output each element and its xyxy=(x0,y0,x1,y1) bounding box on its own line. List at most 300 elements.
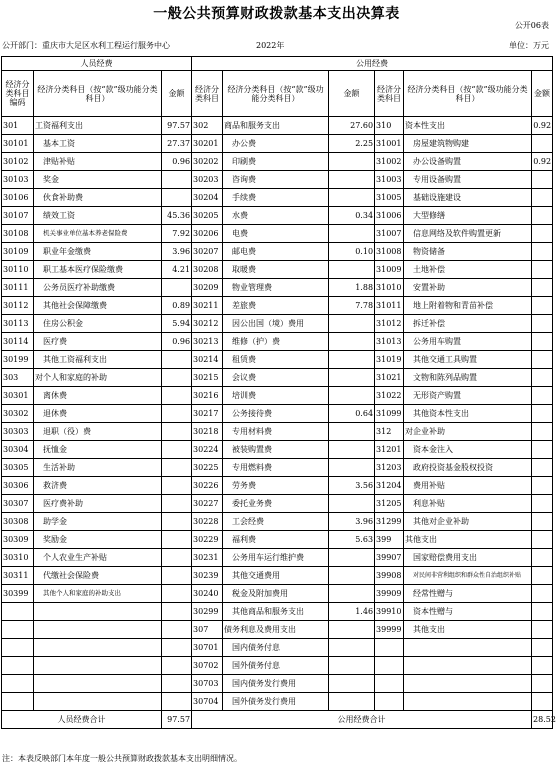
name-cell: 无形资产购置 xyxy=(404,387,532,405)
code-cell: 301 xyxy=(2,117,34,135)
code-cell: 31099 xyxy=(375,405,404,423)
code-cell xyxy=(2,621,34,639)
code-cell: 30212 xyxy=(192,315,223,333)
personnel-total-label: 人员经费合计 xyxy=(2,711,162,729)
table-row xyxy=(2,171,553,189)
amount-cell xyxy=(162,513,192,531)
name-cell: 经常性赠与 xyxy=(404,585,532,603)
name-cell: 专用燃料费 xyxy=(223,459,329,477)
amount-cell xyxy=(532,531,553,549)
amount-cell xyxy=(532,243,553,261)
table-row xyxy=(2,405,553,423)
name-cell: 奖金 xyxy=(34,171,162,189)
amount-cell xyxy=(329,621,375,639)
amount-cell xyxy=(162,369,192,387)
table-row xyxy=(2,513,553,531)
code-cell: 30308 xyxy=(2,513,34,531)
code-cell: 30203 xyxy=(192,171,223,189)
name-cell: 大型修缮 xyxy=(404,207,532,225)
code-cell xyxy=(2,657,34,675)
name-cell: 手续费 xyxy=(223,189,329,207)
table-row xyxy=(2,585,553,603)
name-cell: 办公设备购置 xyxy=(404,153,532,171)
amount-cell xyxy=(162,621,192,639)
name-cell: 债务利息及费用支出 xyxy=(223,621,329,639)
code-cell xyxy=(375,657,404,675)
amount-cell: 45.36 xyxy=(162,207,192,225)
amount-cell xyxy=(162,639,192,657)
amount-cell xyxy=(162,567,192,585)
amount-cell xyxy=(162,171,192,189)
code-cell: 31205 xyxy=(375,495,404,513)
amount-cell xyxy=(532,603,553,621)
col-header-code-1: 经济分类科目编码 xyxy=(2,71,34,117)
code-cell xyxy=(2,639,34,657)
amount-cell xyxy=(162,495,192,513)
code-cell: 30110 xyxy=(2,261,34,279)
amount-cell xyxy=(329,459,375,477)
name-cell xyxy=(34,657,162,675)
amount-cell xyxy=(329,171,375,189)
name-cell: 个人农业生产补贴 xyxy=(34,549,162,567)
name-cell: 工会经费 xyxy=(223,513,329,531)
table-row xyxy=(2,333,553,351)
name-cell: 其他社会保障缴费 xyxy=(34,297,162,315)
code-cell: 39999 xyxy=(375,621,404,639)
amount-cell xyxy=(329,351,375,369)
col-header-code-3: 经济分类科目 xyxy=(375,71,404,117)
name-cell: 物业管理费 xyxy=(223,279,329,297)
name-cell: 资本性支出 xyxy=(404,117,532,135)
amount-cell xyxy=(329,639,375,657)
code-cell: 30226 xyxy=(192,477,223,495)
name-cell: 其他支出 xyxy=(404,531,532,549)
amount-cell: 0.89 xyxy=(162,297,192,315)
code-cell: 30224 xyxy=(192,441,223,459)
table-row xyxy=(2,549,553,567)
code-cell: 30107 xyxy=(2,207,34,225)
code-cell: 30214 xyxy=(192,351,223,369)
name-cell: 职工基本医疗保险缴费 xyxy=(34,261,162,279)
name-cell: 水费 xyxy=(223,207,329,225)
code-cell xyxy=(375,639,404,657)
amount-cell xyxy=(532,135,553,153)
amount-cell xyxy=(329,333,375,351)
name-cell: 基本工资 xyxy=(34,135,162,153)
code-cell: 30240 xyxy=(192,585,223,603)
personnel-group-header: 人员经费 xyxy=(2,57,192,71)
table-row xyxy=(2,639,553,657)
name-cell: 伙食补助费 xyxy=(34,189,162,207)
code-cell: 30201 xyxy=(192,135,223,153)
amount-cell: 1.46 xyxy=(329,603,375,621)
amount-cell xyxy=(329,495,375,513)
code-cell: 31002 xyxy=(375,153,404,171)
name-cell: 维修（护）费 xyxy=(223,333,329,351)
amount-cell: 1.88 xyxy=(329,279,375,297)
code-cell: 30225 xyxy=(192,459,223,477)
public-total-value: 28.52 xyxy=(532,711,553,729)
code-cell: 30108 xyxy=(2,225,34,243)
table-row xyxy=(2,423,553,441)
amount-cell xyxy=(162,387,192,405)
name-cell: 印刷费 xyxy=(223,153,329,171)
code-cell: 30111 xyxy=(2,279,34,297)
code-cell: 31012 xyxy=(375,315,404,333)
amount-cell xyxy=(532,549,553,567)
amount-cell: 7.92 xyxy=(162,225,192,243)
amount-cell xyxy=(532,639,553,657)
name-cell: 物资储备 xyxy=(404,243,532,261)
col-header-name-3: 经济分类科目（按“款”级功能分类科目） xyxy=(404,71,532,117)
name-cell: 救济费 xyxy=(34,477,162,495)
name-cell: 资本金注入 xyxy=(404,441,532,459)
code-cell: 30303 xyxy=(2,423,34,441)
amount-cell: 3.56 xyxy=(329,477,375,495)
amount-cell xyxy=(329,657,375,675)
name-cell xyxy=(404,675,532,693)
table-row xyxy=(2,225,553,243)
name-cell xyxy=(34,603,162,621)
col-header-amount-1: 金额 xyxy=(162,71,192,117)
code-cell: 39907 xyxy=(375,549,404,567)
amount-cell xyxy=(532,225,553,243)
amount-cell xyxy=(162,279,192,297)
code-cell: 310 xyxy=(375,117,404,135)
code-cell: 30310 xyxy=(2,549,34,567)
amount-cell xyxy=(532,297,553,315)
code-cell: 30205 xyxy=(192,207,223,225)
amount-cell xyxy=(162,351,192,369)
code-cell: 31005 xyxy=(375,189,404,207)
amount-cell xyxy=(532,261,553,279)
name-cell xyxy=(404,693,532,711)
table-row xyxy=(2,621,553,639)
name-cell: 公务用车购置 xyxy=(404,333,532,351)
code-cell: 30228 xyxy=(192,513,223,531)
amount-cell xyxy=(162,531,192,549)
amount-cell xyxy=(532,189,553,207)
name-cell xyxy=(34,675,162,693)
name-cell: 医疗费补助 xyxy=(34,495,162,513)
amount-cell xyxy=(162,441,192,459)
code-cell: 30229 xyxy=(192,531,223,549)
name-cell: 信息网络及软件购置更新 xyxy=(404,225,532,243)
amount-cell xyxy=(162,693,192,711)
amount-cell xyxy=(329,153,375,171)
amount-cell: 5.94 xyxy=(162,315,192,333)
code-cell: 30112 xyxy=(2,297,34,315)
code-cell: 30102 xyxy=(2,153,34,171)
amount-cell: 0.64 xyxy=(329,405,375,423)
name-cell: 差旅费 xyxy=(223,297,329,315)
amount-cell: 0.10 xyxy=(329,243,375,261)
code-cell: 31008 xyxy=(375,243,404,261)
group-header-row xyxy=(2,57,553,71)
amount-cell xyxy=(532,405,553,423)
amount-cell: 27.60 xyxy=(329,117,375,135)
amount-cell xyxy=(532,333,553,351)
amount-cell: 97.57 xyxy=(162,117,192,135)
code-cell: 307 xyxy=(192,621,223,639)
code-cell: 30231 xyxy=(192,549,223,567)
name-cell: 奖励金 xyxy=(34,531,162,549)
name-cell: 会议费 xyxy=(223,369,329,387)
code-cell: 31019 xyxy=(375,351,404,369)
amount-cell xyxy=(162,585,192,603)
table-row xyxy=(2,261,553,279)
amount-cell: 0.96 xyxy=(162,333,192,351)
year-label: 2022年 xyxy=(256,41,285,50)
public-total-label: 公用经费合计 xyxy=(192,711,532,729)
amount-cell xyxy=(532,675,553,693)
code-cell: 30207 xyxy=(192,243,223,261)
table-row xyxy=(2,351,553,369)
amount-cell xyxy=(329,549,375,567)
amount-cell xyxy=(532,657,553,675)
page-title: 一般公共预算财政拨款基本支出决算表 xyxy=(153,6,400,22)
name-cell: 公务员医疗补助缴费 xyxy=(34,279,162,297)
code-cell xyxy=(2,675,34,693)
name-cell: 工资福利支出 xyxy=(34,117,162,135)
table-row xyxy=(2,657,553,675)
code-cell: 30218 xyxy=(192,423,223,441)
amount-cell xyxy=(532,693,553,711)
name-cell: 因公出国（境）费用 xyxy=(223,315,329,333)
amount-cell xyxy=(162,603,192,621)
amount-cell xyxy=(329,261,375,279)
code-cell: 31013 xyxy=(375,333,404,351)
code-cell: 30204 xyxy=(192,189,223,207)
name-cell: 房屋建筑物购建 xyxy=(404,135,532,153)
table-row xyxy=(2,189,553,207)
table-row xyxy=(2,477,553,495)
name-cell: 安置补助 xyxy=(404,279,532,297)
amount-cell: 5.63 xyxy=(329,531,375,549)
currency-unit-label: 单位：万元 xyxy=(509,41,549,50)
amount-cell xyxy=(329,567,375,585)
code-cell: 30114 xyxy=(2,333,34,351)
name-cell xyxy=(34,621,162,639)
table-row xyxy=(2,603,553,621)
amount-cell xyxy=(532,207,553,225)
code-cell: 30306 xyxy=(2,477,34,495)
name-cell: 抚恤金 xyxy=(34,441,162,459)
table-row xyxy=(2,567,553,585)
code-cell: 31006 xyxy=(375,207,404,225)
code-cell: 39909 xyxy=(375,585,404,603)
amount-cell: 4.21 xyxy=(162,261,192,279)
name-cell: 其他商品和服务支出 xyxy=(223,603,329,621)
code-cell: 30206 xyxy=(192,225,223,243)
amount-cell xyxy=(532,459,553,477)
name-cell: 其他对企业补助 xyxy=(404,513,532,531)
amount-cell xyxy=(532,387,553,405)
code-cell: 399 xyxy=(375,531,404,549)
amount-cell xyxy=(329,423,375,441)
name-cell: 商品和服务支出 xyxy=(223,117,329,135)
code-cell: 30209 xyxy=(192,279,223,297)
name-cell: 政府投资基金股权投资 xyxy=(404,459,532,477)
code-cell: 31009 xyxy=(375,261,404,279)
code-cell: 31022 xyxy=(375,387,404,405)
code-cell: 31203 xyxy=(375,459,404,477)
amount-cell xyxy=(162,675,192,693)
code-cell: 30217 xyxy=(192,405,223,423)
personnel-total-value: 97.57 xyxy=(162,711,192,729)
code-cell xyxy=(375,693,404,711)
code-cell: 31003 xyxy=(375,171,404,189)
amount-cell xyxy=(329,585,375,603)
amount-cell xyxy=(162,405,192,423)
code-cell: 31011 xyxy=(375,297,404,315)
name-cell: 其他交通工具购置 xyxy=(404,351,532,369)
name-cell: 租赁费 xyxy=(223,351,329,369)
column-header-row xyxy=(2,71,553,117)
code-cell: 30215 xyxy=(192,369,223,387)
name-cell: 生活补助 xyxy=(34,459,162,477)
name-cell: 土地补偿 xyxy=(404,261,532,279)
amount-cell: 27.37 xyxy=(162,135,192,153)
name-cell: 福利费 xyxy=(223,531,329,549)
footnote: 注：本表反映部门本年度一般公共预算财政拨款基本支出明细情况。 xyxy=(2,754,242,763)
name-cell xyxy=(404,657,532,675)
name-cell: 国内债务付息 xyxy=(223,639,329,657)
amount-cell xyxy=(532,621,553,639)
name-cell: 文物和陈列品购置 xyxy=(404,369,532,387)
table-row xyxy=(2,153,553,171)
code-cell: 30211 xyxy=(192,297,223,315)
table-row xyxy=(2,693,553,711)
amount-cell: 0.96 xyxy=(162,153,192,171)
code-cell: 30702 xyxy=(192,657,223,675)
table-row xyxy=(2,441,553,459)
code-cell: 31201 xyxy=(375,441,404,459)
code-cell: 30399 xyxy=(2,585,34,603)
code-cell: 30701 xyxy=(192,639,223,657)
code-cell: 30309 xyxy=(2,531,34,549)
name-cell: 离休费 xyxy=(34,387,162,405)
amount-cell xyxy=(532,369,553,387)
col-header-code-2: 经济分类科目 xyxy=(192,71,223,117)
code-cell: 30299 xyxy=(192,603,223,621)
table-row xyxy=(2,315,553,333)
name-cell: 委托业务费 xyxy=(223,495,329,513)
code-cell: 31007 xyxy=(375,225,404,243)
code-cell: 30216 xyxy=(192,387,223,405)
code-cell: 30202 xyxy=(192,153,223,171)
name-cell: 退休费 xyxy=(34,405,162,423)
amount-cell xyxy=(329,693,375,711)
code-cell: 30113 xyxy=(2,315,34,333)
expenditure-table xyxy=(1,56,556,729)
department-label: 公开部门：重庆市大足区水利工程运行服务中心 xyxy=(2,41,170,50)
name-cell: 代缴社会保险费 xyxy=(34,567,162,585)
table-row xyxy=(2,675,553,693)
code-cell: 30227 xyxy=(192,495,223,513)
table-row xyxy=(2,279,553,297)
table-row xyxy=(2,243,553,261)
code-cell: 302 xyxy=(192,117,223,135)
code-cell: 30239 xyxy=(192,567,223,585)
code-cell: 30704 xyxy=(192,693,223,711)
amount-cell xyxy=(532,279,553,297)
col-header-name-2: 经济分类科目（按“款”级功能分类科目） xyxy=(223,71,329,117)
name-cell: 对个人和家庭的补助 xyxy=(34,369,162,387)
code-cell: 30703 xyxy=(192,675,223,693)
name-cell: 对民间非营利组织和群众性自治组织补贴 xyxy=(404,567,532,585)
amount-cell xyxy=(532,441,553,459)
amount-cell xyxy=(532,315,553,333)
amount-cell xyxy=(162,549,192,567)
code-cell xyxy=(2,693,34,711)
code-cell: 30199 xyxy=(2,351,34,369)
name-cell: 其他资本性支出 xyxy=(404,405,532,423)
amount-cell xyxy=(532,585,553,603)
code-cell: 39910 xyxy=(375,603,404,621)
name-cell: 利息补贴 xyxy=(404,495,532,513)
name-cell: 费用补贴 xyxy=(404,477,532,495)
public-group-header: 公用经费 xyxy=(192,57,553,71)
code-cell: 30301 xyxy=(2,387,34,405)
name-cell: 被装购置费 xyxy=(223,441,329,459)
name-cell: 地上附着物和青苗补偿 xyxy=(404,297,532,315)
amount-cell: 0.92 xyxy=(532,117,553,135)
code-cell: 30213 xyxy=(192,333,223,351)
amount-cell: 3.96 xyxy=(329,513,375,531)
code-cell: 31001 xyxy=(375,135,404,153)
name-cell: 助学金 xyxy=(34,513,162,531)
name-cell: 其他工资福利支出 xyxy=(34,351,162,369)
table-row xyxy=(2,297,553,315)
name-cell: 公务接待费 xyxy=(223,405,329,423)
table-row xyxy=(2,117,553,135)
name-cell: 税金及附加费用 xyxy=(223,585,329,603)
code-cell: 30106 xyxy=(2,189,34,207)
amount-cell xyxy=(532,477,553,495)
amount-cell xyxy=(329,189,375,207)
code-cell: 39908 xyxy=(375,567,404,585)
name-cell: 国外债务付息 xyxy=(223,657,329,675)
amount-cell xyxy=(532,171,553,189)
name-cell: 取暖费 xyxy=(223,261,329,279)
name-cell: 其他交通费用 xyxy=(223,567,329,585)
name-cell: 办公费 xyxy=(223,135,329,153)
name-cell xyxy=(34,639,162,657)
form-code: 公开06表 xyxy=(514,21,549,30)
amount-cell xyxy=(162,459,192,477)
amount-cell: 0.92 xyxy=(532,153,553,171)
amount-cell xyxy=(532,567,553,585)
code-cell xyxy=(375,675,404,693)
table-row xyxy=(2,369,553,387)
name-cell: 公务用车运行维护费 xyxy=(223,549,329,567)
table-row xyxy=(2,495,553,513)
table-row xyxy=(2,207,553,225)
amount-cell xyxy=(532,423,553,441)
name-cell: 津贴补贴 xyxy=(34,153,162,171)
code-cell: 30311 xyxy=(2,567,34,585)
table-row xyxy=(2,459,553,477)
table-row xyxy=(2,387,553,405)
code-cell: 30304 xyxy=(2,441,34,459)
name-cell: 对企业补助 xyxy=(404,423,532,441)
code-cell xyxy=(2,603,34,621)
name-cell: 退职（役）费 xyxy=(34,423,162,441)
amount-cell xyxy=(329,675,375,693)
name-cell: 专用材料费 xyxy=(223,423,329,441)
code-cell: 31204 xyxy=(375,477,404,495)
